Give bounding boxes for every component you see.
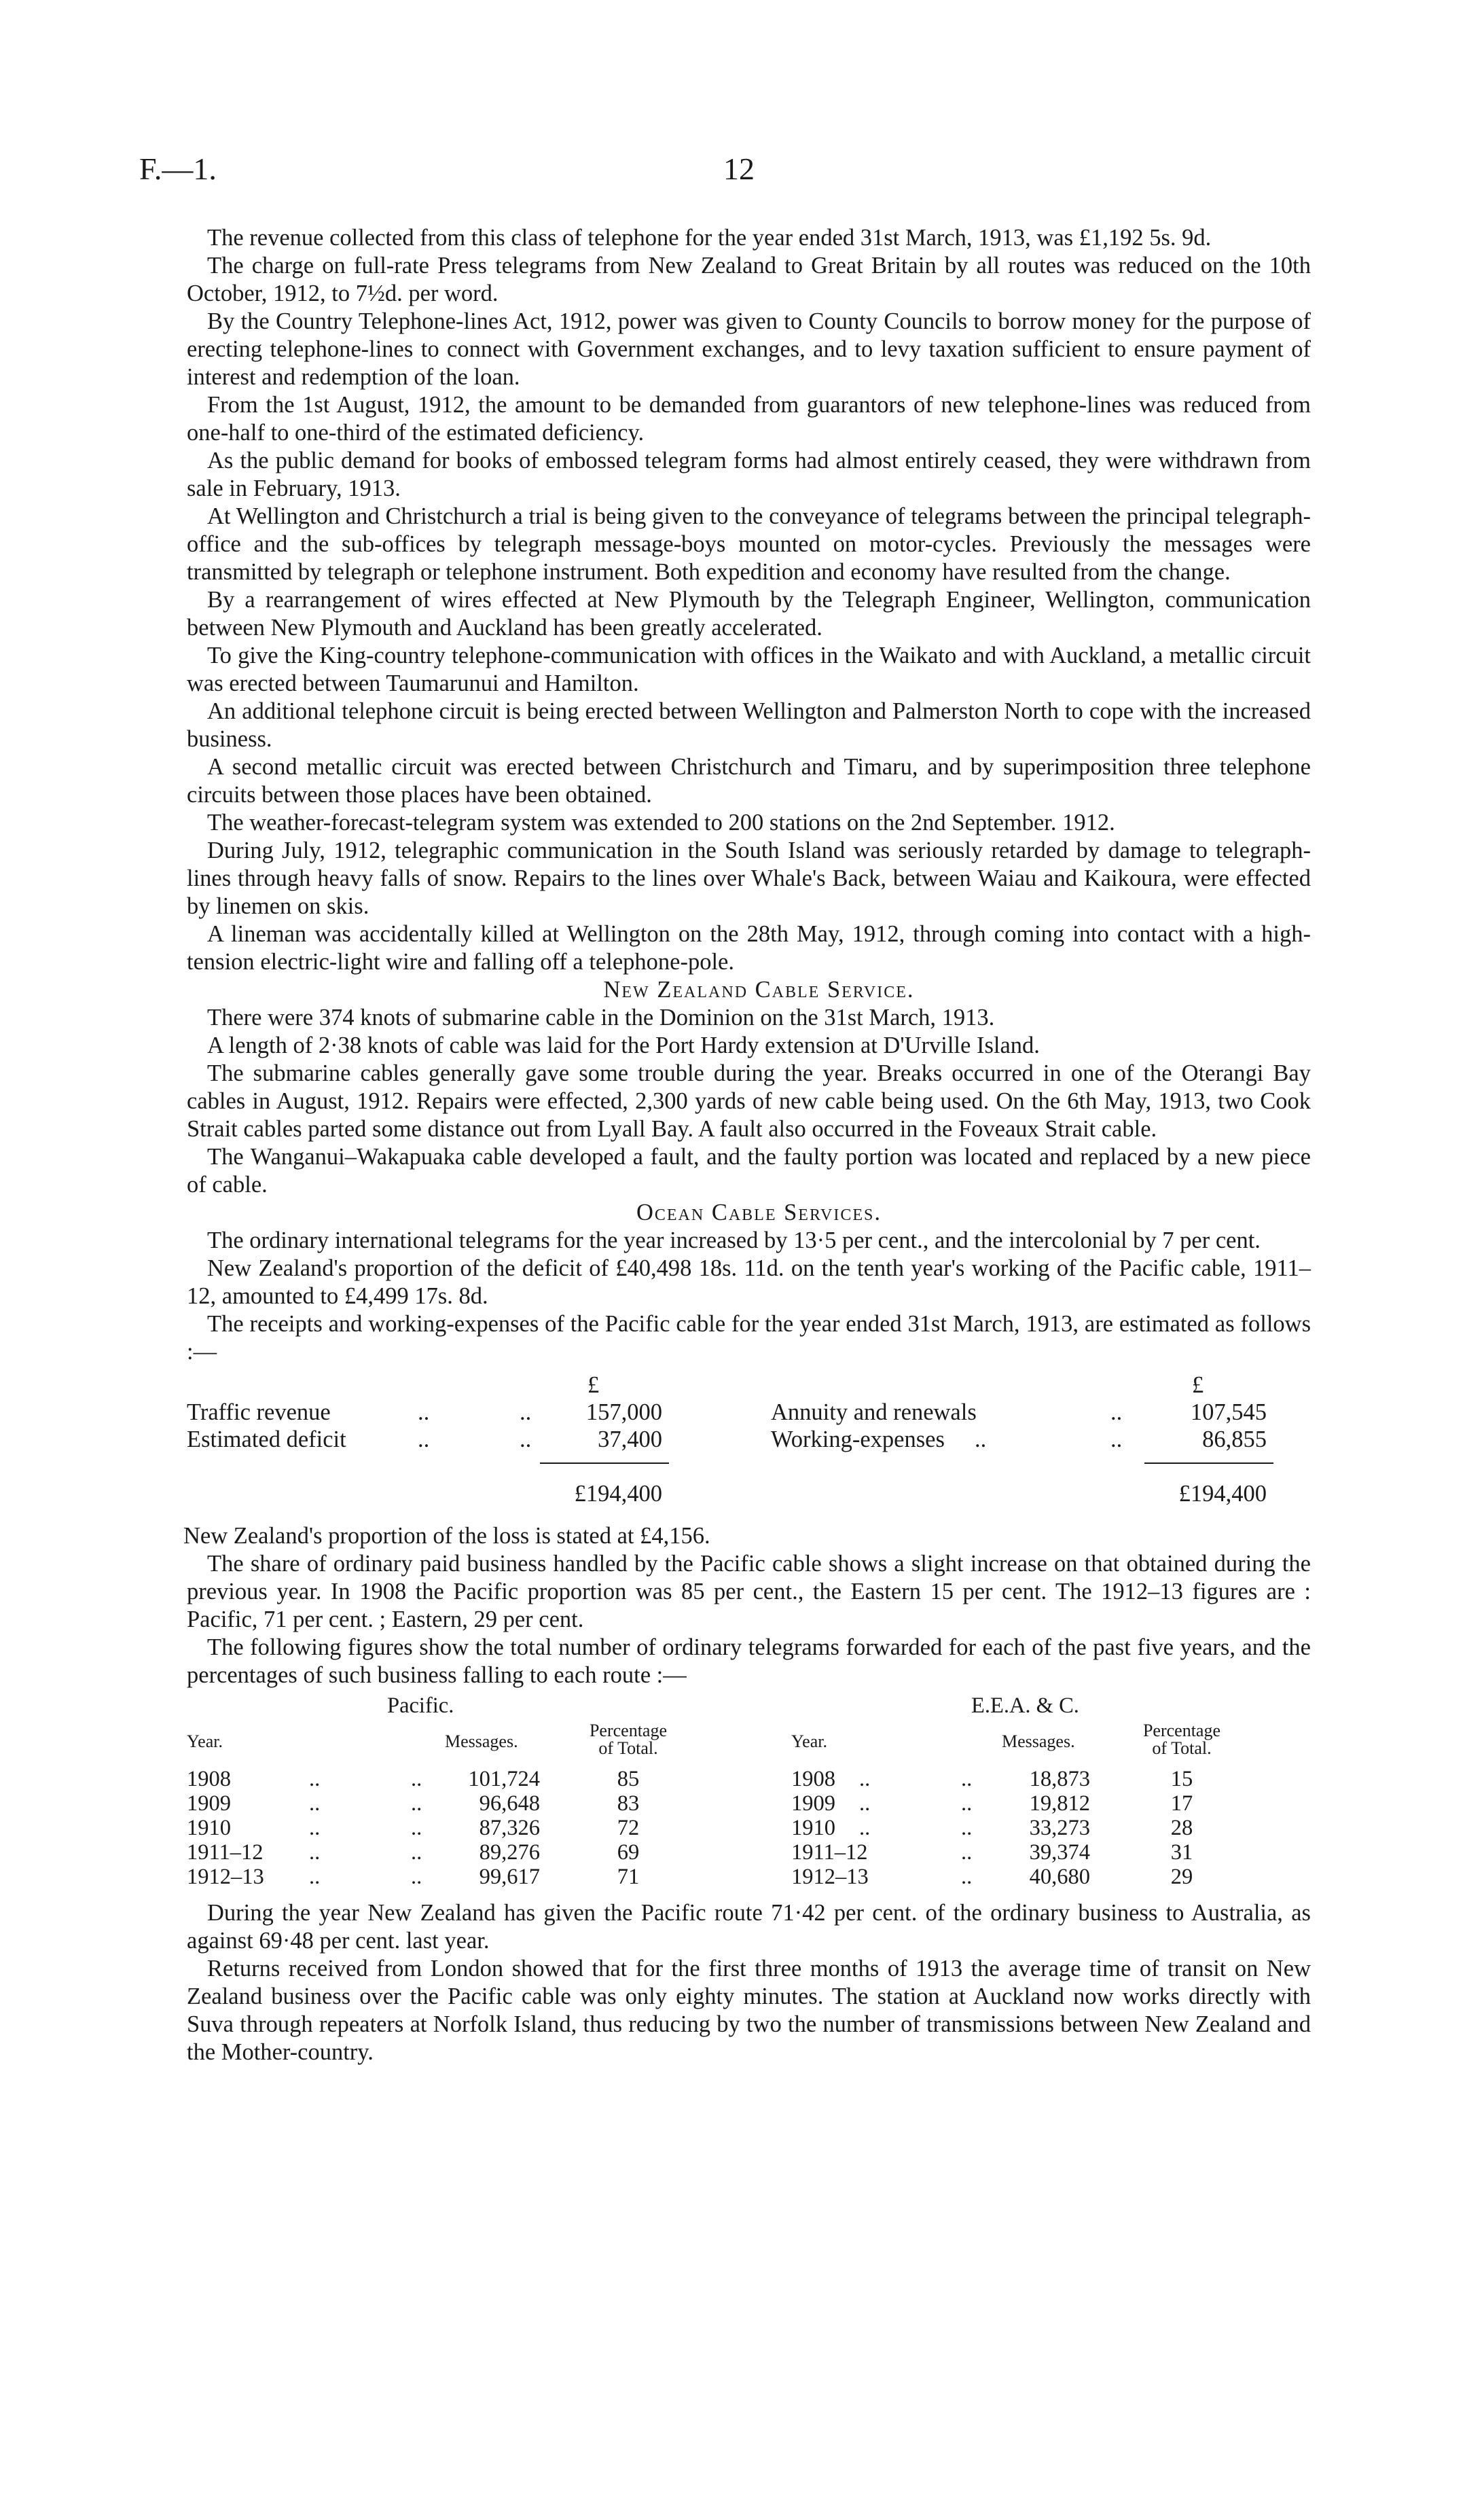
leader-dots: ..	[961, 1816, 973, 1840]
table-cell-messages: 19,812	[1029, 1791, 1090, 1816]
table-cell-year: 1912–13	[791, 1865, 869, 1889]
table-cell-percent: 69	[617, 1840, 640, 1865]
paragraph: By the Country Telephone-lines Act, 1912, power was given to County Councils to borrow money for the purpose of erecting telephone-lines to connect with Government exchanges, and to levy taxation sufficient to ensure payment of interest and redemption of the loan.	[187, 308, 1311, 390]
column-header-messages: Messages.	[1002, 1731, 1075, 1751]
table-cell-year: 1909	[791, 1791, 835, 1816]
paragraph: To give the King-country telephone-communication with offices in the Waikato and with Auckland, a metallic circuit was erected between Taumarunui and Hamilton.	[187, 643, 1311, 696]
column-header-percentage: Percentage	[589, 1721, 668, 1740]
leader-dots: ..	[411, 1840, 422, 1865]
paragraph: During July, 1912, telegraphic communication in the South Island was seriously retarded by damage to telegraph-lines through heavy falls of snow. Repairs to the lines over Whale's Back, between Waiau and Kaikoura, were effected by linemen on skis.	[187, 838, 1311, 919]
paragraph: Returns received from London showed that for the first three months of 1913 the average time of transit on New Zealand business over the Pacific cable was only eighty minutes. The station at Auckland now works directly with Suva through repeaters at Norfolk Island, thus reducing by two the number of transmissions between New Zealand and the Mother-country.	[187, 1956, 1311, 2065]
table-cell-year: 1912–13	[187, 1865, 264, 1889]
paragraph: During the year New Zealand has given the Pacific route 71·42 per cent. of the ordinary business to Australia, as against 69·48 per cent. last year.	[187, 1900, 1311, 1954]
table-cell-year: 1908	[791, 1767, 835, 1791]
table-cell-messages: 99,617	[479, 1865, 540, 1889]
table-cell-messages: 87,326	[479, 1816, 540, 1840]
leader-dots: ..	[418, 1426, 430, 1452]
account-amount: 86,855	[1202, 1426, 1267, 1452]
leader-dots: ..	[309, 1791, 321, 1816]
paragraph: The following figures show the total number of ordinary telegrams forwarded for each of the past five years, and the percentages of such business falling to each route :—	[187, 1634, 1311, 1688]
table-cell-year: 1909	[187, 1791, 231, 1816]
leader-dots: ..	[309, 1816, 321, 1840]
section-heading-ocean-cable: Ocean Cable Services.	[636, 1200, 882, 1225]
leader-dots: ..	[520, 1426, 532, 1452]
leader-dots: ..	[411, 1767, 422, 1791]
paragraph: At Wellington and Christchurch a trial is being given to the conveyance of telegrams between the principal telegraph-office and the sub-offices by telegraph message-boys mounted on motor-cycles. Previously the messages were transmitted by telegraph or telephone instrument. Both expedition and economy have resulted from the change.	[187, 503, 1311, 585]
table-cell-year: 1911–12	[791, 1840, 868, 1865]
paragraph: As the public demand for books of embossed telegram forms had almost entirely ceased, they were withdrawn from sale in February, 1913.	[187, 448, 1311, 501]
leader-dots: ..	[309, 1865, 321, 1889]
table-cell-percent: 29	[1170, 1865, 1193, 1889]
table-cell-messages: 39,374	[1029, 1840, 1090, 1865]
leader-dots: ..	[411, 1791, 422, 1816]
route-statistics-table	[187, 1692, 1311, 1967]
table-cell-percent: 28	[1170, 1816, 1193, 1840]
paragraph: The submarine cables generally gave some trouble during the year. Breaks occurred in one of the Oterangi Bay cables in August, 1912. Repairs were effected, 2,300 yards of new cable being used. On the 6th May, 1913, two Cook Strait cables parted some distance out from Lyall Bay. A fault also occurred in the Foveaux Strait cable.	[187, 1060, 1311, 1142]
paragraph: From the 1st August, 1912, the amount to be demanded from guarantors of new telephone-lines was reduced from one-half to one-third of the estimated deficiency.	[187, 392, 1311, 446]
column-header-messages: Messages.	[445, 1731, 518, 1751]
table-cell-messages: 89,276	[479, 1840, 540, 1865]
paragraph: The receipts and working-expenses of the Pacific cable for the year ended 31st March, 1913, are estimated as follows :—	[187, 1311, 1311, 1365]
column-header-percentage: of Total.	[598, 1738, 658, 1758]
table-cell-messages: 33,273	[1029, 1816, 1090, 1840]
table-cell-percent: 31	[1170, 1840, 1193, 1865]
total-rule	[540, 1462, 669, 1464]
paragraph: The charge on full-rate Press telegrams from New Zealand to Great Britain by all routes was reduced on the 10th October, 1912, to 7½d. per word.	[187, 253, 1311, 306]
table-cell-percent: 15	[1170, 1767, 1193, 1791]
report-code: F.—1.	[139, 151, 217, 186]
paragraph: The revenue collected from this class of telephone for the year ended 31st March, 1913, was £1,192 5s. 9d.	[207, 225, 1212, 251]
account-amount: 157,000	[585, 1399, 662, 1425]
column-header-percentage: of Total.	[1152, 1738, 1212, 1758]
leader-dots: ..	[859, 1791, 871, 1816]
table-cell-percent: 85	[617, 1767, 640, 1791]
eea-group-label: E.E.A. & C.	[971, 1693, 1079, 1718]
paragraph: A length of 2·38 knots of cable was laid for the Port Hardy extension at D'Urville Island.	[207, 1033, 1040, 1058]
paragraph: The share of ordinary paid business handled by the Pacific cable shows a slight increase on that obtained during the previous year. In 1908 the Pacific proportion was 85 per cent., the Eastern 15 per cent. The 1912–13 figures are : Pacific, 71 per cent. ; Eastern, 29 per cent.	[187, 1551, 1311, 1632]
table-cell-year: 1910	[791, 1816, 835, 1840]
table-cell-percent: 72	[617, 1816, 640, 1840]
table-cell-messages: 40,680	[1029, 1865, 1090, 1889]
leader-dots: ..	[1110, 1399, 1123, 1425]
leader-dots: ..	[418, 1399, 430, 1425]
leader-dots: ..	[975, 1426, 987, 1452]
paragraph: By a rearrangement of wires effected at New Plymouth by the Telegraph Engineer, Wellington, communication between New Plymouth and Auckland has been greatly accelerated.	[187, 587, 1311, 641]
leader-dots: ..	[411, 1865, 422, 1889]
currency-symbol: £	[587, 1372, 600, 1398]
table-cell-messages: 101,724	[468, 1767, 540, 1791]
section-heading-nz-cable: New Zealand Cable Service.	[603, 977, 915, 1003]
leader-dots: ..	[520, 1399, 532, 1425]
account-label: Traffic revenue	[187, 1399, 331, 1425]
column-header-year: Year.	[187, 1731, 223, 1751]
total-rule	[1144, 1462, 1273, 1464]
leader-dots: ..	[961, 1767, 973, 1791]
table-cell-messages: 96,648	[479, 1791, 540, 1816]
table-cell-messages: 18,873	[1029, 1767, 1090, 1791]
account-label: Estimated deficit	[187, 1426, 346, 1452]
table-cell-percent: 71	[617, 1865, 640, 1889]
paragraph: The weather-forecast-telegram system was extended to 200 stations on the 2nd September. 1912.	[207, 810, 1115, 836]
account-label: Working-expenses	[771, 1426, 945, 1452]
paragraph: The ordinary international telegrams for the year increased by 13·5 per cent., and the intercolonial by 7 per cent.	[207, 1227, 1261, 1253]
paragraph: An additional telephone circuit is being erected between Wellington and Palmerston North to cope with the increased business.	[187, 698, 1311, 752]
account-total: £194,400	[1178, 1481, 1267, 1507]
leader-dots: ..	[961, 1840, 973, 1865]
currency-symbol: £	[1192, 1372, 1204, 1398]
page-number: 12	[723, 151, 755, 186]
body-text	[183, 224, 1311, 2066]
paragraph: A lineman was accidentally killed at Wellington on the 28th May, 1912, through coming into contact with a high-tension electric-light wire and falling off a telephone-pole.	[187, 921, 1311, 975]
account-amount: 37,400	[598, 1426, 662, 1452]
leader-dots: ..	[859, 1767, 871, 1791]
account-label: Annuity and renewals	[771, 1399, 977, 1425]
paragraph: New Zealand's proportion of the loss is stated at £4,156.	[183, 1523, 710, 1549]
account-amount: 107,545	[1190, 1399, 1267, 1425]
table-cell-percent: 83	[617, 1791, 640, 1816]
pacific-group-label: Pacific.	[387, 1693, 454, 1718]
leader-dots: ..	[961, 1791, 973, 1816]
leader-dots: ..	[309, 1767, 321, 1791]
paragraph: New Zealand's proportion of the deficit of £40,498 18s. 11d. on the tenth year's working of the Pacific cable, 1911–12, amounted to £4,499 17s. 8d.	[187, 1255, 1311, 1309]
table-cell-year: 1911–12	[187, 1840, 264, 1865]
paragraph: A second metallic circuit was erected between Christchurch and Timaru, and by superimposition three telephone circuits between those places have been obtained.	[187, 754, 1311, 808]
leader-dots: ..	[1110, 1426, 1123, 1452]
leader-dots: ..	[961, 1865, 973, 1889]
leader-dots: ..	[859, 1816, 871, 1840]
table-cell-year: 1910	[187, 1816, 231, 1840]
leader-dots: ..	[411, 1816, 422, 1840]
table-cell-percent: 17	[1170, 1791, 1193, 1816]
pacific-cable-accounts	[187, 1371, 1311, 1521]
paragraph: The Wanganui–Wakapuaka cable developed a fault, and the faulty portion was located and replaced by a new piece of cable.	[187, 1144, 1311, 1198]
table-cell-year: 1908	[187, 1767, 231, 1791]
leader-dots: ..	[309, 1840, 321, 1865]
paragraph: There were 374 knots of submarine cable in the Dominion on the 31st March, 1913.	[207, 1005, 995, 1030]
column-header-percentage: Percentage	[1142, 1721, 1221, 1740]
column-header-year: Year.	[791, 1731, 827, 1751]
account-total: £194,400	[574, 1481, 662, 1507]
